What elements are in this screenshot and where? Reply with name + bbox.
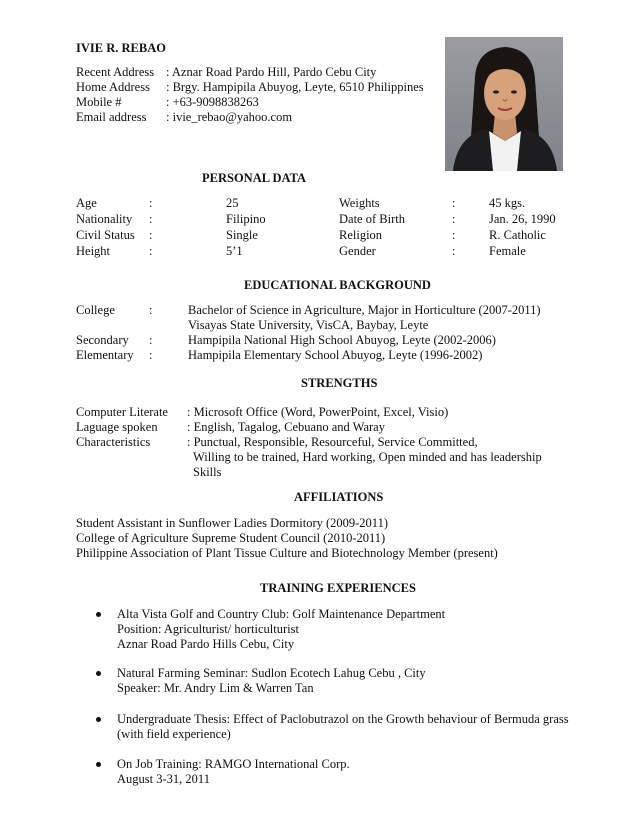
personal-label-gender: Gender (339, 244, 376, 258)
training-item-2-line-1: Natural Farming Seminar: Sudlon Ecotech Lahug Cebu , City (117, 666, 426, 680)
training-item-2-line-2: Speaker: Mr. Andry Lim & Warren Tan (117, 681, 314, 695)
colon: : (452, 228, 456, 242)
personal-value-religion: R. Catholic (489, 228, 546, 242)
colon: : (452, 212, 456, 226)
contact-recent-address: : Aznar Road Pardo Hill, Pardo Cebu City (166, 65, 377, 79)
personal-label-civil-status: Civil Status (76, 228, 135, 242)
personal-label-age: Age (76, 196, 97, 210)
contact-email[interactable]: : ivie_rebao@yahoo.com (166, 110, 293, 124)
personal-value-nationality: Filipino (226, 212, 266, 226)
affiliation-item: Student Assistant in Sunflower Ladies Dormitory (2009-2011) (76, 516, 389, 530)
bullet-icon (96, 671, 101, 676)
colon: : (149, 244, 153, 258)
personal-value-weights: 45 kgs. (489, 196, 526, 210)
personal-label-height: Height (76, 244, 111, 258)
bullet-icon (96, 612, 101, 617)
training-item-1-line-1: Alta Vista Golf and Country Club: Golf Maintenance Department (117, 607, 446, 621)
personal-value-age: 25 (226, 196, 239, 210)
strength-label-characteristics: Characteristics (76, 435, 151, 449)
bullet-icon (96, 762, 101, 767)
contact-home-address: : Brgy. Hampipila Abuyog, Leyte, 6510 Philippines (166, 80, 424, 94)
personal-label-dob: Date of Birth (339, 212, 405, 226)
training-item-1-line-3: Aznar Road Pardo Hills Cebu, City (117, 637, 295, 651)
section-title-personal: PERSONAL DATA (202, 171, 307, 185)
bullet-icon (96, 717, 101, 722)
strength-label-computer: Computer Literate (76, 405, 168, 419)
affiliation-item: College of Agriculture Supreme Student Council (2010-2011) (76, 531, 386, 545)
resume-name: IVIE R. REBAO (76, 41, 166, 55)
training-item-3-line-1: Undergraduate Thesis: Effect of Paclobutrazol on the Growth behaviour of Bermuda grass (117, 712, 569, 726)
contact-label-home: Home Address (76, 80, 150, 94)
strength-computer: : Microsoft Office (Word, PowerPoint, Excel, Visio) (187, 405, 449, 419)
education-label-secondary: Secondary (76, 333, 129, 347)
affiliation-item: Philippine Association of Plant Tissue Culture and Biotechnology Member (present) (76, 546, 498, 560)
personal-value-gender: Female (489, 244, 526, 258)
strength-characteristics-3: Skills (193, 465, 222, 479)
education-secondary: Hampipila National High School Abuyog, Leyte (2002-2006) (188, 333, 496, 347)
colon: : (149, 228, 153, 242)
personal-value-civil-status: Single (226, 228, 258, 242)
colon: : (149, 303, 153, 317)
education-college-degree: Bachelor of Science in Agriculture, Major in Horticulture (2007-2011) (188, 303, 541, 317)
contact-mobile: : +63-9098838263 (166, 95, 259, 109)
strength-characteristics-2: Willing to be trained, Hard working, Open minded and has leadership (193, 450, 542, 464)
section-title-strengths: STRENGTHS (301, 376, 378, 390)
personal-value-dob: Jan. 26, 1990 (489, 212, 556, 226)
portrait-illustration (445, 37, 563, 171)
contact-label-email: Email address (76, 110, 147, 124)
personal-label-weights: Weights (339, 196, 380, 210)
section-title-training: TRAINING EXPERIENCES (260, 581, 416, 595)
colon: : (452, 196, 456, 210)
contact-label-mobile: Mobile # (76, 95, 122, 109)
education-college-school: Visayas State University, VisCA, Baybay, Leyte (188, 318, 429, 332)
profile-photo (445, 37, 563, 171)
education-label-college: College (76, 303, 115, 317)
personal-label-religion: Religion (339, 228, 383, 242)
personal-label-nationality: Nationality (76, 212, 133, 226)
training-item-1-line-2: Position: Agriculturist/ horticulturist (117, 622, 299, 636)
colon: : (149, 348, 153, 362)
training-item-3-line-2: (with field experience) (117, 727, 231, 741)
section-title-affiliations: AFFILIATIONS (294, 490, 384, 504)
training-item-4-line-1: On Job Training: RAMGO International Corp. (117, 757, 350, 771)
strength-characteristics-1: : Punctual, Responsible, Resourceful, Service Committed, (187, 435, 478, 449)
colon: : (149, 212, 153, 226)
education-elementary: Hampipila Elementary School Abuyog, Leyte (1996-2002) (188, 348, 483, 362)
strength-label-language: Laguage spoken (76, 420, 158, 434)
colon: : (149, 333, 153, 347)
education-label-elementary: Elementary (76, 348, 134, 362)
training-item-4-line-2: August 3-31, 2011 (117, 772, 210, 786)
section-title-education: EDUCATIONAL BACKGROUND (244, 278, 431, 292)
personal-value-height: 5’1 (226, 244, 243, 258)
strength-language: : English, Tagalog, Cebuano and Waray (187, 420, 385, 434)
colon: : (149, 196, 153, 210)
contact-label-recent: Recent Address (76, 65, 155, 79)
colon: : (452, 244, 456, 258)
